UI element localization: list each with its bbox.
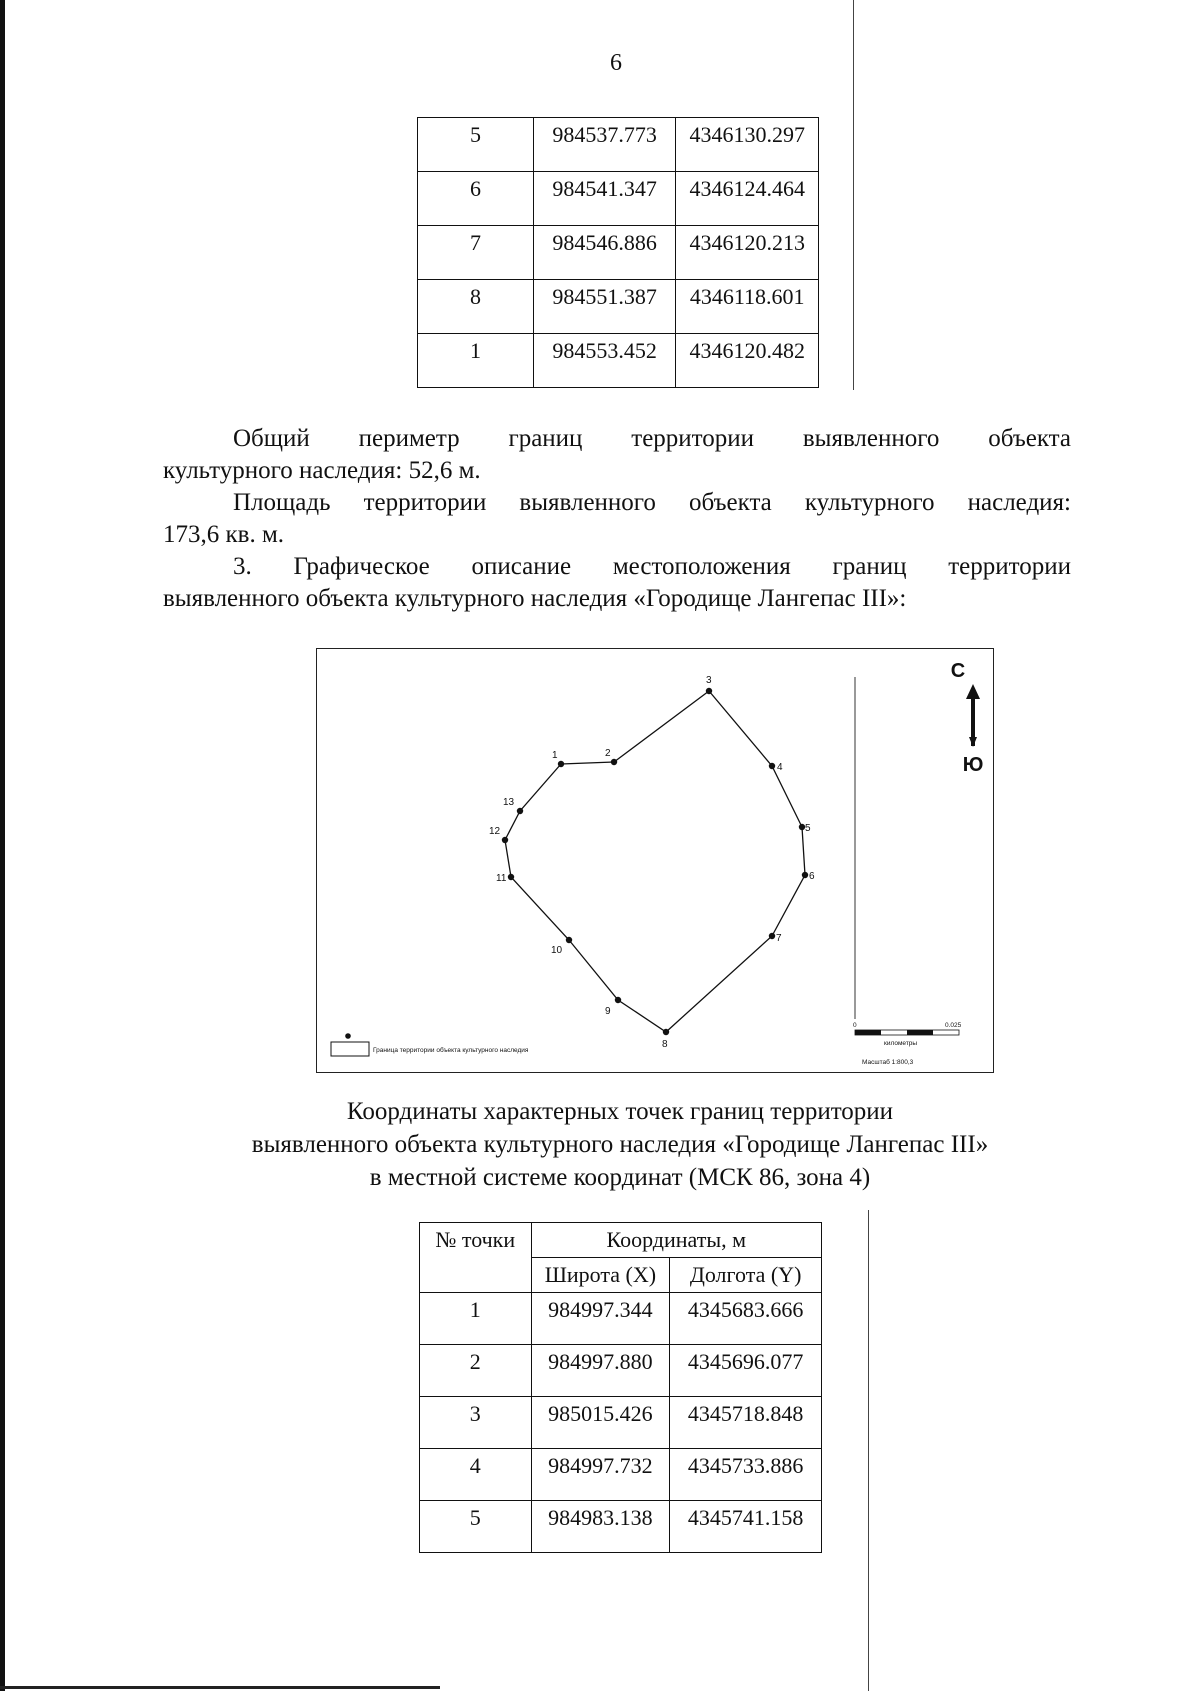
table-cell: 3: [420, 1397, 532, 1449]
point-label: 11: [496, 873, 507, 884]
table-row: [418, 226, 819, 280]
scale-end-label: 0.025: [945, 1022, 962, 1029]
legend-label: Граница территории объекта культурного наследия: [373, 1047, 529, 1054]
table-row: [418, 118, 819, 172]
south-label: Ю: [962, 754, 984, 776]
boundary-point: [802, 872, 808, 878]
table-cell: 4345696.077: [670, 1345, 822, 1397]
table-cell: 984551.387: [533, 280, 676, 334]
legend-point-icon: [345, 1033, 351, 1039]
table-cell: 4346118.601: [676, 280, 819, 334]
header-latitude: Широта (X): [531, 1258, 670, 1293]
north-label: С: [950, 660, 966, 682]
boundary-point: [615, 997, 621, 1003]
boundary-point: [769, 763, 775, 769]
point-label: 8: [662, 1039, 668, 1050]
table-cell: 984553.452: [533, 334, 676, 388]
boundary-point: [769, 933, 775, 939]
header-longitude: Долгота (Y): [670, 1258, 822, 1293]
header-coordinates: Координаты, м: [531, 1223, 821, 1258]
table-cell: 984997.344: [531, 1293, 670, 1345]
table-cell: 1: [418, 334, 534, 388]
scale-bar: [855, 1030, 959, 1035]
table-cell: 4: [420, 1449, 532, 1501]
table-cell: 1: [420, 1293, 532, 1345]
table-cell: 5: [418, 118, 534, 172]
table-cell: 6: [418, 172, 534, 226]
point-label: 7: [776, 933, 782, 944]
boundary-point: [508, 874, 514, 880]
table-caption: [150, 1095, 1090, 1194]
area-paragraph: [163, 487, 1071, 551]
table-row: [418, 334, 819, 388]
point-label: 12: [489, 826, 501, 837]
perimeter-line-1: Общий периметр границ территории выявленного объекта: [233, 425, 1071, 452]
table-row: [418, 280, 819, 334]
table-row: [418, 172, 819, 226]
scale-ratio-label: Масштаб 1:800,3: [862, 1059, 914, 1066]
point-label: 6: [809, 871, 815, 882]
table-cell: 4346120.482: [676, 334, 819, 388]
table-cell: 7: [418, 226, 534, 280]
scale-start-label: 0: [853, 1022, 857, 1029]
section-3-line-1: 3. Графическое описание местоположения границ территории: [233, 553, 1071, 580]
scale-units-label: километры: [884, 1040, 918, 1047]
scan-artifact-line: [853, 0, 854, 390]
table-cell: 8: [418, 280, 534, 334]
point-label: 13: [503, 797, 515, 808]
table-cell: 4346130.297: [676, 118, 819, 172]
caption-line-3: в местной системе координат (МСК 86, зона 4): [369, 1164, 871, 1191]
point-label: 1: [552, 750, 558, 761]
table-cell: 4345683.666: [670, 1293, 822, 1345]
area-line-1: Площадь территории выявленного объекта культурного наследия:: [233, 489, 1071, 516]
boundary-point: [566, 937, 572, 943]
north-arrow-icon: [966, 684, 980, 747]
boundary-point: [517, 808, 523, 814]
scan-artifact-line: [868, 1210, 869, 1691]
section-3-paragraph: [163, 551, 1071, 615]
table-row: [420, 1293, 822, 1345]
scan-left-edge: [0, 0, 5, 1691]
point-label: 4: [777, 762, 783, 773]
header-point-number: № точки: [420, 1223, 532, 1293]
table-cell: 984997.732: [531, 1449, 670, 1501]
point-label: 5: [805, 823, 811, 834]
point-label: 2: [605, 748, 611, 759]
perimeter-line-2: культурного наследия: 52,6 м.: [163, 457, 481, 484]
boundary-map: [316, 648, 994, 1073]
scan-bottom-edge: [0, 1686, 440, 1689]
area-line-2: 173,6 кв. м.: [163, 521, 285, 548]
boundary-polygon: [505, 691, 805, 1032]
section-3-line-2: выявленного объекта культурного наследия «Городище Лангепас III»:: [163, 585, 907, 612]
page-number: 6: [610, 50, 622, 76]
table-cell: 985015.426: [531, 1397, 670, 1449]
boundary-point: [706, 688, 712, 694]
table-cell: 4345733.886: [670, 1449, 822, 1501]
table-cell: 4346120.213: [676, 226, 819, 280]
coordinates-table: [419, 1222, 822, 1553]
boundary-point: [611, 759, 617, 765]
table-cell: 4345741.158: [670, 1501, 822, 1553]
table-cell: 4345718.848: [670, 1397, 822, 1449]
coordinates-table-continued: [417, 117, 819, 388]
table-row: [420, 1449, 822, 1501]
point-label: 10: [551, 945, 563, 956]
boundary-map-drawing: [317, 649, 993, 1072]
caption-line-2: выявленного объекта культурного наследия «Городище Лангепас III»: [251, 1131, 989, 1158]
table-row: [420, 1501, 822, 1553]
table-row: [420, 1397, 822, 1449]
table-cell: 984997.880: [531, 1345, 670, 1397]
table-row: [420, 1345, 822, 1397]
caption-line-1: Координаты характерных точек границ территории: [346, 1098, 894, 1125]
boundary-point: [502, 837, 508, 843]
table-cell: 984541.347: [533, 172, 676, 226]
table-cell: 4346124.464: [676, 172, 819, 226]
point-label: 9: [605, 1006, 611, 1017]
perimeter-paragraph: [163, 423, 1071, 487]
boundary-point: [558, 761, 564, 767]
table-cell: 984983.138: [531, 1501, 670, 1553]
table-header-row: [420, 1223, 822, 1258]
table-cell: 5: [420, 1501, 532, 1553]
table-cell: 2: [420, 1345, 532, 1397]
boundary-point: [663, 1029, 669, 1035]
table-cell: 984537.773: [533, 118, 676, 172]
point-label: 3: [706, 675, 712, 686]
legend-boundary-swatch: [331, 1042, 369, 1056]
table-cell: 984546.886: [533, 226, 676, 280]
